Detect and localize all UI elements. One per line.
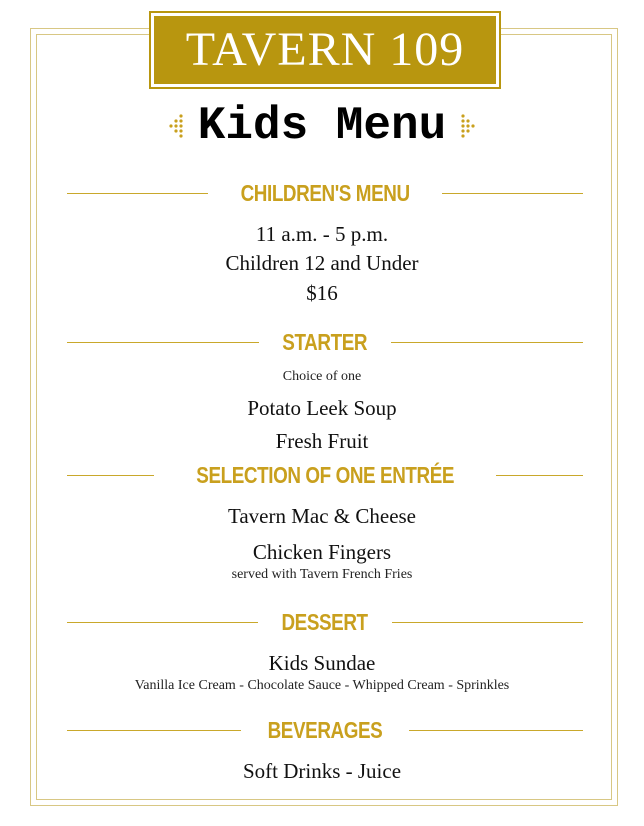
dot-ornament-icon (166, 111, 184, 141)
divider-line (67, 193, 208, 194)
dot-ornament-icon (460, 111, 478, 141)
menu-item: Soft Drinks - Juice (242, 759, 402, 783)
age-limit: Children 12 and Under (225, 251, 419, 275)
section-header-starter (67, 327, 583, 357)
menu-price: $16 (306, 281, 338, 305)
menu-item: Fresh Fruit (275, 429, 369, 453)
starter-note: Choice of one (282, 369, 362, 384)
divider-line (391, 342, 583, 343)
menu-item: Potato Leek Soup (247, 396, 397, 420)
section-title: STARTER (282, 328, 368, 355)
section-header-entree (67, 460, 583, 490)
section-header-dessert (67, 607, 583, 637)
divider-line (409, 730, 583, 731)
item-note: served with Tavern French Fries (231, 567, 413, 582)
brand-banner (151, 13, 499, 87)
section-header-beverages (67, 715, 583, 745)
section-title: BEVERAGES (267, 716, 383, 743)
menu-item: Kids Sundae (268, 651, 376, 675)
brand-name: TAVERN 109 (185, 23, 465, 76)
section-title: SELECTION OF ONE ENTRÉE (196, 461, 454, 488)
service-hours: 11 a.m. - 5 p.m. (255, 222, 389, 246)
section-title: CHILDREN'S MENU (240, 179, 410, 206)
section-title: DESSERT (281, 608, 369, 635)
menu-title-row (0, 96, 644, 156)
divider-line (67, 475, 154, 476)
menu-title: Kids Menu (197, 100, 447, 152)
divider-line (496, 475, 583, 476)
menu-item: Tavern Mac & Cheese (227, 504, 417, 528)
divider-line (67, 342, 259, 343)
item-note: Vanilla Ice Cream - Chocolate Sauce - Whipped Cream - Sprinkles (134, 678, 510, 693)
divider-line (67, 730, 241, 731)
section-header-childrens-menu (67, 178, 583, 208)
divider-line (67, 622, 258, 623)
divider-line (392, 622, 583, 623)
menu-item: Chicken Fingers (252, 540, 392, 564)
divider-line (442, 193, 583, 194)
